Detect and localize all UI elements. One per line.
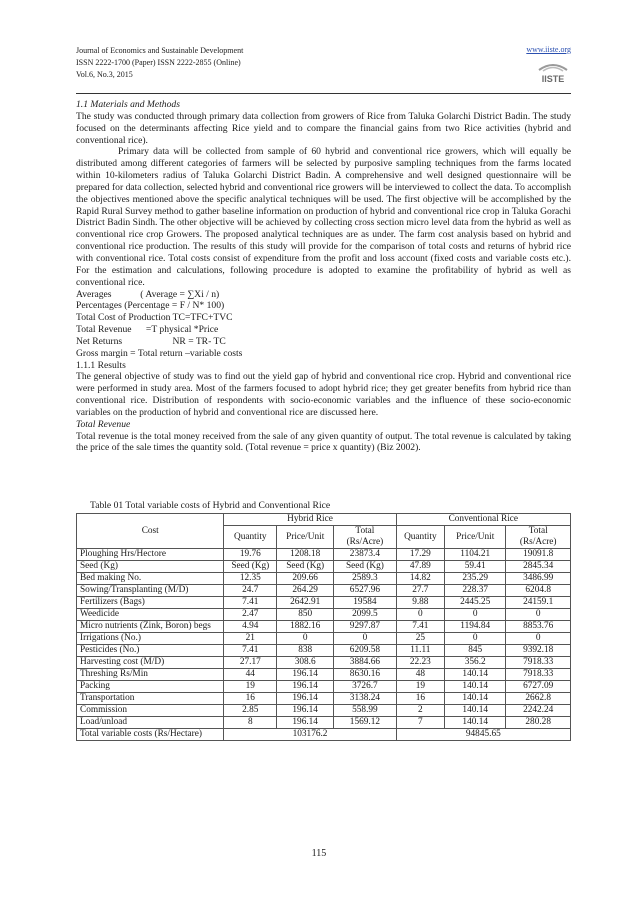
- value-cell: 3884.66: [334, 657, 396, 669]
- formula-gross-margin: Gross margin = Total return –variable costs: [76, 347, 243, 359]
- value-cell: 19: [396, 681, 444, 693]
- value-cell: 6727.09: [506, 681, 571, 693]
- paragraph-intro: The study was conducted through primary data collection from growers of Rice from Taluka Golarchi District Badin. The study focused on the determinants affecting Rice yield and to compare the financial gains from two Rice activities (hybrid and conventional rice).: [76, 110, 571, 146]
- value-cell: 2.85: [224, 705, 277, 717]
- total-revenue-heading: Total Revenue: [76, 418, 131, 430]
- value-cell: 19091.8: [506, 549, 571, 561]
- value-cell: 7.41: [396, 621, 444, 633]
- formula-total-revenue: Total Revenue =T physical *Price: [76, 324, 219, 336]
- value-cell: 0: [396, 609, 444, 621]
- value-cell: 196.14: [277, 705, 334, 717]
- value-cell: 44: [224, 669, 277, 681]
- cost-item-cell: Bed making No.: [77, 573, 224, 585]
- header-total: Total (Rs/Acre): [334, 526, 396, 549]
- value-cell: 140.14: [445, 669, 506, 681]
- value-cell: 264.29: [277, 585, 334, 597]
- table-row: [77, 573, 571, 585]
- header-total: Total (Rs/Acre): [506, 526, 571, 549]
- results-heading: 1.1.1 Results: [76, 359, 126, 371]
- table-row: [77, 669, 571, 681]
- header-cost: Cost: [77, 514, 224, 549]
- value-cell: 8630.16: [334, 669, 396, 681]
- value-cell: 1208.18: [277, 549, 334, 561]
- value-cell: 558.99: [334, 705, 396, 717]
- total-conventional-cell: 94845.65: [396, 729, 570, 741]
- value-cell: 356.2: [445, 657, 506, 669]
- value-cell: 25: [396, 633, 444, 645]
- cost-item-cell: Fertilizers (Bags): [77, 597, 224, 609]
- value-cell: 7918.33: [506, 657, 571, 669]
- article-body: [76, 99, 571, 454]
- table-row: [77, 561, 571, 573]
- value-cell: 7.41: [224, 597, 277, 609]
- value-cell: 7.41: [224, 645, 277, 657]
- table-row: [77, 717, 571, 729]
- value-cell: 7918.33: [506, 669, 571, 681]
- value-cell: 4.94: [224, 621, 277, 633]
- formula-total-cost: Total Cost of Production TC=TFC+TVC: [76, 312, 233, 324]
- value-cell: 27.7: [396, 585, 444, 597]
- value-cell: 0: [445, 609, 506, 621]
- value-cell: 19.76: [224, 549, 277, 561]
- value-cell: 0: [277, 633, 334, 645]
- value-cell: 59.41: [445, 561, 506, 573]
- value-cell: 3726.7: [334, 681, 396, 693]
- value-cell: 2099.5: [334, 609, 396, 621]
- table-caption: Table 01 Total variable costs of Hybrid and Conventional Rice: [90, 500, 331, 511]
- value-cell: 850: [277, 609, 334, 621]
- cost-item-cell: Weedicide: [77, 609, 224, 621]
- value-cell: 2589.3: [334, 573, 396, 585]
- table-header-row: [77, 514, 571, 526]
- paragraph-methods: Primary data will be collected from sample of 60 hybrid and conventional rice growers, which will equally be distributed among different categories of farmers will be selected by purposive sampling techniques from the farms located within 10-kilometers radius of Taluka Golarchi District Badin. A comprehensive and well designed questionnaire will be prepared for data collection, selected hybrid and conventional rice growers will be interviewed to collect the data. To accomplish the objectives mentioned above the specific analytical techniques will be used. The first objective will be accomplished by the Rapid Rural Survey method to gather baseline information on production of hybrid and conventional rice crop in Taluka Gorachi District Badin Sindh. The other objective will be achieved by collecting cross section micro level data from the hybrid as well as conventional rice crop Growers. The proposed analytical techniques are as under. The farm cost analysis based on hybrid and conventional rice production. The results of this study will provide for the comparison of total costs and returns of hybrid rice with conventional rice. Total costs consist of expenditure from the profit and loss account (fixed costs and variable costs etc.). For the estimation and calculations, following procedure is adopted to examine the profitability of hybrid as well as conventional rice.: [76, 146, 571, 288]
- value-cell: 0: [334, 633, 396, 645]
- value-cell: 19584: [334, 597, 396, 609]
- value-cell: 11.11: [396, 645, 444, 657]
- table-row: [77, 549, 571, 561]
- value-cell: 2845.34: [506, 561, 571, 573]
- header-divider: [76, 93, 571, 94]
- value-cell: Seed (Kg): [277, 561, 334, 573]
- cost-item-cell: Pesticides (No.): [77, 645, 224, 657]
- cost-item-cell: Sowing/Transplanting (M/D): [77, 585, 224, 597]
- value-cell: 19: [224, 681, 277, 693]
- value-cell: 0: [445, 633, 506, 645]
- cost-item-cell: Ploughing Hrs/Hectore: [77, 549, 224, 561]
- volume-line: Vol.6, No.3, 2015: [76, 70, 133, 79]
- value-cell: 6527.96: [334, 585, 396, 597]
- cost-item-cell: Seed (Kg): [77, 561, 224, 573]
- value-cell: 9392.18: [506, 645, 571, 657]
- header-quantity: Quantity: [396, 526, 444, 549]
- journal-url-link[interactable]: www.iiste.org: [526, 45, 571, 54]
- cost-item-cell: Harvesting cost (M/D): [77, 657, 224, 669]
- value-cell: Seed (Kg): [334, 561, 396, 573]
- header-hybrid-rice: Hybrid Rice: [224, 514, 396, 526]
- total-hybrid-cell: 103176.2: [224, 729, 396, 741]
- formula-percentages: Percentages (Percentage = F / N* 100): [76, 300, 225, 312]
- value-cell: 8853.76: [506, 621, 571, 633]
- paragraph-results: The general objective of study was to find out the yield gap of hybrid and conventional rice crop. Hybrid and conventional rice were performed in study area. Most of the farmers focused to adopt hybrid rice; they get greater benefits from hybrid rice than conventional rice. Distribution of respondents with socio-economic variables and the influence of these socio-economic variables on the production of hybrid and conventional rice are discussed here.: [76, 371, 571, 418]
- value-cell: 6209.58: [334, 645, 396, 657]
- value-cell: 196.14: [277, 681, 334, 693]
- value-cell: 12.35: [224, 573, 277, 585]
- table-row: [77, 657, 571, 669]
- logo-text: IISTE: [541, 74, 565, 84]
- table-row: [77, 681, 571, 693]
- value-cell: 196.14: [277, 693, 334, 705]
- formula-averages: Averages ( Average = ∑Xi / n): [76, 288, 220, 300]
- value-cell: 235.29: [445, 573, 506, 585]
- formula-net-returns: Net Returns NR = TR- TC: [76, 335, 226, 347]
- table-row: [77, 585, 571, 597]
- page-number: 115: [311, 848, 327, 859]
- header-price-unit: Price/Unit: [277, 526, 334, 549]
- value-cell: 27.17: [224, 657, 277, 669]
- table-row: [77, 621, 571, 633]
- table-row: [77, 597, 571, 609]
- value-cell: 140.14: [445, 705, 506, 717]
- value-cell: 1104.21: [445, 549, 506, 561]
- table-row: [77, 645, 571, 657]
- value-cell: 2445.25: [445, 597, 506, 609]
- value-cell: 280.28: [506, 717, 571, 729]
- cost-item-cell: Threshing Rs/Min: [77, 669, 224, 681]
- issn-line: ISSN 2222-1700 (Paper) ISSN 2222-2855 (Online): [76, 58, 241, 67]
- value-cell: 2242.24: [506, 705, 571, 717]
- value-cell: 22.23: [396, 657, 444, 669]
- value-cell: 1569.12: [334, 717, 396, 729]
- variable-costs-table: [76, 513, 571, 741]
- cost-item-cell: Irrigations (No.): [77, 633, 224, 645]
- value-cell: 16: [224, 693, 277, 705]
- value-cell: 21: [224, 633, 277, 645]
- value-cell: 24.7: [224, 585, 277, 597]
- table-row: [77, 609, 571, 621]
- cost-item-cell: Load/unload: [77, 717, 224, 729]
- value-cell: 17.29: [396, 549, 444, 561]
- section-heading: 1.1 Materials and Methods: [76, 99, 180, 110]
- value-cell: 3486.99: [506, 573, 571, 585]
- table-row: [77, 633, 571, 645]
- value-cell: 2642.91: [277, 597, 334, 609]
- value-cell: 2: [396, 705, 444, 717]
- value-cell: 2.47: [224, 609, 277, 621]
- value-cell: 140.14: [445, 717, 506, 729]
- value-cell: 140.14: [445, 693, 506, 705]
- iiste-logo: [535, 58, 571, 84]
- cost-item-cell: Micro nutrients (Zink, Boron) begs: [77, 621, 224, 633]
- cost-item-cell: Transportation: [77, 693, 224, 705]
- value-cell: 7: [396, 717, 444, 729]
- value-cell: Seed (Kg): [224, 561, 277, 573]
- header-conventional-rice: Conventional Rice: [396, 514, 570, 526]
- value-cell: 196.14: [277, 717, 334, 729]
- table-row: [77, 693, 571, 705]
- value-cell: 9297.87: [334, 621, 396, 633]
- table-total-row: [77, 729, 571, 741]
- value-cell: 48: [396, 669, 444, 681]
- value-cell: 196.14: [277, 669, 334, 681]
- journal-title: Journal of Economics and Sustainable Development: [76, 46, 244, 55]
- value-cell: 16: [396, 693, 444, 705]
- header-quantity: Quantity: [224, 526, 277, 549]
- value-cell: 140.14: [445, 681, 506, 693]
- cost-item-cell: Packing: [77, 681, 224, 693]
- value-cell: 23873.4: [334, 549, 396, 561]
- header-price-unit: Price/Unit: [445, 526, 506, 549]
- paragraph-total-revenue: Total revenue is the total money received from the sale of any given quantity of output. The total revenue is calculated by taking the price of the sale times the quantity sold. (Total revenue = price x quantity) (Biz 2002).: [76, 430, 571, 454]
- value-cell: 1194.84: [445, 621, 506, 633]
- value-cell: 1882.16: [277, 621, 334, 633]
- value-cell: 14.82: [396, 573, 444, 585]
- value-cell: 0: [506, 609, 571, 621]
- value-cell: 8: [224, 717, 277, 729]
- total-label-cell: Total variable costs (Rs/Hectare): [77, 729, 224, 741]
- cost-item-cell: Commission: [77, 705, 224, 717]
- value-cell: 24159.1: [506, 597, 571, 609]
- value-cell: 308.6: [277, 657, 334, 669]
- value-cell: 2662.8: [506, 693, 571, 705]
- value-cell: 3138.24: [334, 693, 396, 705]
- table-row: [77, 705, 571, 717]
- value-cell: 228.37: [445, 585, 506, 597]
- value-cell: 838: [277, 645, 334, 657]
- value-cell: 47.89: [396, 561, 444, 573]
- value-cell: 0: [506, 633, 571, 645]
- value-cell: 845: [445, 645, 506, 657]
- value-cell: 209.66: [277, 573, 334, 585]
- value-cell: 9.88: [396, 597, 444, 609]
- value-cell: 6204.8: [506, 585, 571, 597]
